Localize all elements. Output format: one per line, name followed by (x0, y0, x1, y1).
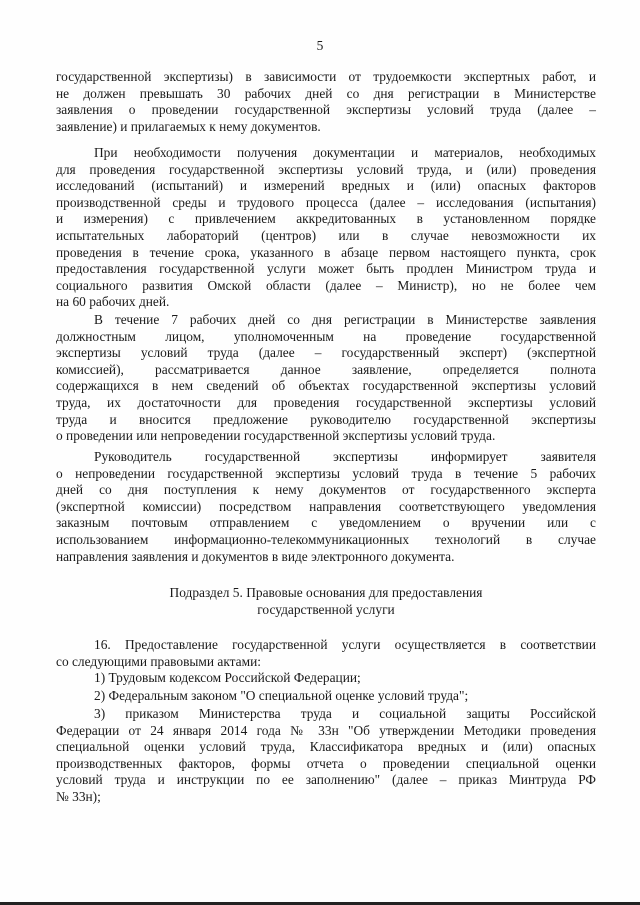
text-line: со следующими правовыми актами: (56, 653, 261, 669)
text-line: труда и вносится предложение руководителю государственной экспертизы (56, 411, 596, 427)
text-line: труда, их достаточности для проведения государственной экспертизы условий (56, 394, 596, 410)
text-line: о непроведении государственной экспертизы условий труда в течение 5 рабочих (56, 465, 596, 481)
text-line: испытательных лабораторий (центров) или в случае невозможности их (56, 227, 596, 243)
paragraph-necessity (56, 145, 596, 311)
text-line: 16. Предоставление государственной услуги осуществляется в соответствии (94, 637, 596, 652)
text-line: и измерения) с привлечением аккредитованных в установленном порядке (56, 211, 596, 227)
text-line: социального развития Омской области (далее – Министр), но не более чем (56, 277, 596, 293)
text-line: заказным почтовым отправлением с уведомлением о вручении или с (56, 515, 596, 531)
text-line: При необходимости получения документации и материалов, необходимых (94, 145, 596, 160)
text-line: не должен превышать 30 рабочих дней со дня регистрации в Министерстве (56, 85, 596, 101)
text-line: Руководитель государственной экспертизы информирует заявителя (94, 449, 596, 464)
paragraph-continuation (56, 69, 596, 135)
text-line: на 60 рабочих дней. (56, 294, 170, 310)
list-item-federal-law (56, 688, 596, 705)
text-line: дней со дня поступления к нему документов от государственного эксперта (56, 482, 596, 498)
text-line: заявления о проведении государственной экспертизы условий труда (далее – (56, 102, 596, 118)
text-line: условий труда и инструкции по ее заполнению" (далее – приказ Минтруда РФ (56, 772, 596, 788)
text-line: № 33н); (56, 788, 101, 804)
text-line: 3) приказом Министерства труда и социальной защиты Российской (94, 706, 596, 721)
text-line: направления заявления и документов в виде электронного документа. (56, 548, 455, 564)
text-line: государственной услуги (257, 601, 395, 617)
text-line: исследований (испытаний) и измерений вредных и (или) опасных факторов (56, 178, 596, 194)
text-line: должностным лицом, уполномоченным на проведение государственной (56, 328, 596, 344)
text-line: о проведении или непроведении государственной экспертизы условий труда. (56, 428, 496, 444)
text-line: предоставления государственной услуги может быть продлен Министром труда и (56, 261, 596, 277)
text-line: 1) Трудовым кодексом Российской Федерации; (94, 670, 361, 685)
subsection-title (56, 585, 596, 618)
list-item-labor-code (56, 670, 596, 687)
text-line: для проведения государственной экспертизы условий труда, и (или) проведения (56, 161, 596, 177)
text-line: государственной экспертизы) в зависимости от трудоемкости экспертных работ, и (56, 69, 596, 84)
text-line: (экспертной комиссии) посредством направления соответствующего уведомления (56, 498, 596, 514)
text-line: производственных факторов, формы отчета о проведении специальной оценки (56, 755, 596, 771)
text-line: содержащихся в нем сведений об объектах государственной экспертизы условий (56, 378, 596, 394)
paragraph-head-informs (56, 449, 596, 565)
text-line: В течение 7 рабочих дней со дня регистрации в Министерстве заявления (94, 312, 596, 327)
paragraph-item-16 (56, 637, 596, 670)
text-line: комиссией), рассматривается данное заявление, определяется полнота (56, 361, 596, 377)
page-number: 5 (316, 38, 324, 53)
text-line: заявление) и прилагаемых к нему документов. (56, 118, 321, 134)
text-line: проведения в течение срока, указанного в абзаце первом настоящего пункта, срок (56, 244, 596, 260)
text-line: 2) Федеральным законом "О специальной оценке условий труда"; (94, 688, 469, 703)
list-item-order-33n (56, 706, 596, 806)
text-line: экспертизы условий труда (далее – государственный эксперт) (экспертной (56, 345, 596, 361)
text-line: Подраздел 5. Правовые основания для предоставления (169, 585, 483, 600)
text-line: производственной среды и трудового процесса (далее – исследования (испытания) (56, 194, 596, 210)
text-line: Федерации от 24 января 2014 года № 33н "Об утверждении Методики проведения (56, 722, 596, 738)
text-line: специальной оценки условий труда, Классификатора вредных и (или) опасных (56, 739, 596, 755)
paragraph-seven-days (56, 312, 596, 445)
text-line: использованием информационно-телекоммуникационных технологий в случае (56, 531, 596, 547)
